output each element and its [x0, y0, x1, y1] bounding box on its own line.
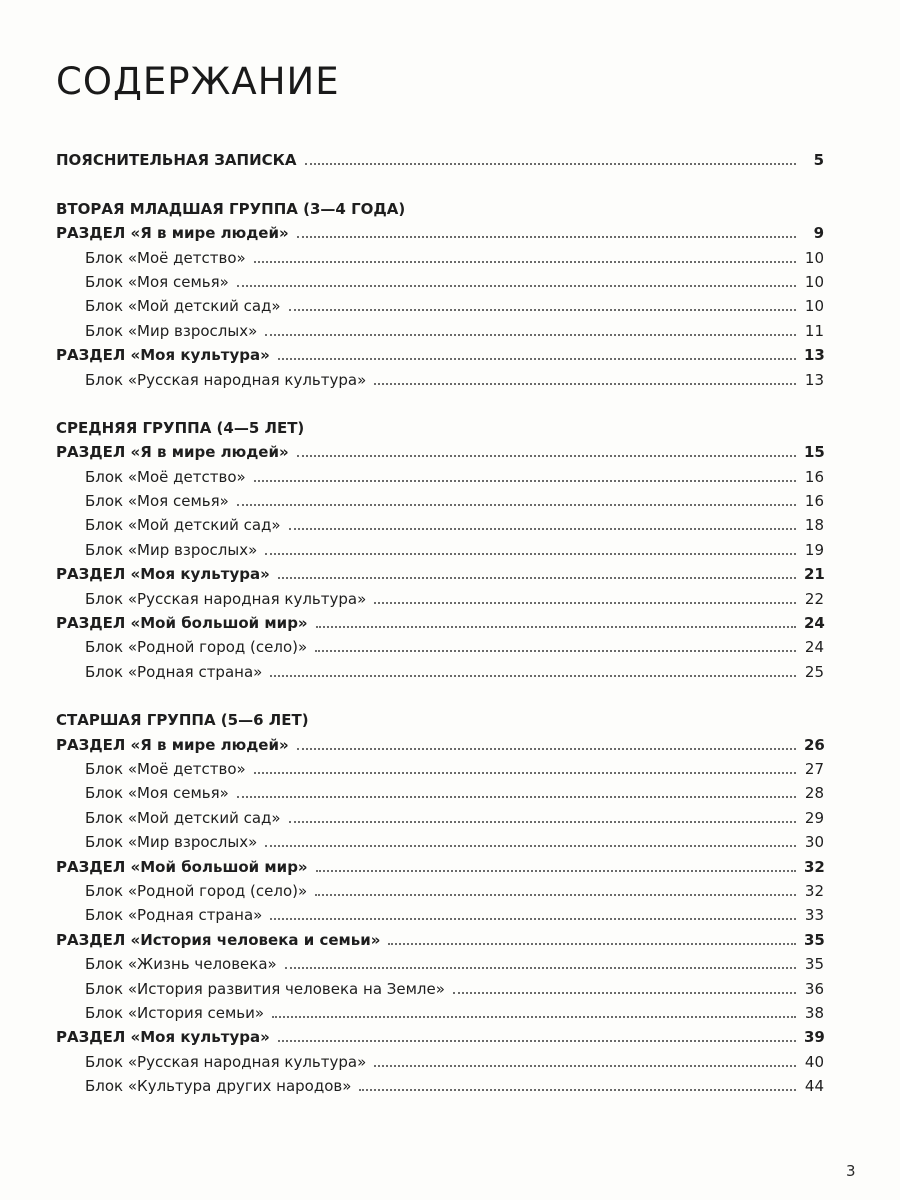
toc-entry-intro[interactable]	[56, 145, 824, 169]
dot-leader	[388, 943, 796, 945]
toc-entry[interactable]	[56, 461, 824, 485]
dot-leader	[305, 163, 796, 165]
group-title-senior: СТАРШАЯ ГРУППА (5—6 ЛЕТ)	[56, 711, 309, 730]
toc-entry[interactable]	[56, 218, 824, 242]
toc-entry-label: РАЗДЕЛ «Моя культура»	[56, 1028, 270, 1047]
dot-leader	[297, 748, 796, 750]
toc-entry-page: 33	[804, 906, 824, 925]
toc-entry[interactable]	[56, 1022, 824, 1046]
toc-entry-page: 29	[804, 808, 824, 827]
toc-entry-label: РАЗДЕЛ «Мой большой мир»	[56, 857, 308, 876]
toc-entry[interactable]	[56, 1046, 824, 1070]
toc-entry-page: 25	[804, 662, 824, 681]
dot-leader	[315, 650, 796, 652]
toc-entry-label: Блок «Родная страна»	[85, 906, 263, 925]
dot-leader	[265, 845, 796, 847]
table-of-contents	[56, 145, 824, 1095]
toc-entry[interactable]	[56, 315, 824, 339]
toc-entry-label: Блок «Моя семья»	[85, 272, 229, 291]
toc-entry-page: 13	[804, 346, 825, 365]
toc-entry-page: 21	[804, 565, 825, 584]
toc-entry-label: РАЗДЕЛ «Я в мире людей»	[56, 443, 289, 462]
toc-entry-label: Блок «Культура других народов»	[85, 1077, 352, 1096]
toc-entry-page: 38	[804, 1003, 824, 1022]
dot-leader	[289, 528, 796, 530]
toc-entry[interactable]	[56, 632, 824, 656]
dot-leader	[278, 358, 796, 360]
dot-leader	[237, 285, 796, 287]
dot-leader	[374, 383, 796, 385]
toc-entry-label: Блок «Моё детство»	[85, 248, 246, 267]
toc-entry-page: 39	[804, 1028, 825, 1047]
toc-entry-page: 36	[804, 979, 824, 998]
toc-entry[interactable]	[56, 924, 824, 948]
toc-entry[interactable]	[56, 608, 824, 632]
toc-entry-page: 18	[804, 516, 824, 535]
toc-entry-page: 5	[813, 151, 824, 170]
dot-leader	[237, 796, 796, 798]
toc-entry-label: Блок «Жизнь человека»	[85, 955, 277, 974]
page-title: СОДЕРЖАНИЕ	[56, 60, 340, 103]
toc-entry[interactable]	[56, 437, 824, 461]
toc-entry[interactable]	[56, 510, 824, 534]
toc-entry-label: Блок «Родной город (село)»	[85, 638, 308, 657]
toc-entry[interactable]	[56, 754, 824, 778]
toc-entry-page: 15	[804, 443, 825, 462]
toc-entry-label: РАЗДЕЛ «Я в мире людей»	[56, 735, 289, 754]
toc-entry[interactable]	[56, 242, 824, 266]
toc-entry-page: 27	[804, 759, 824, 778]
dot-leader	[254, 261, 796, 263]
toc-entry[interactable]	[56, 876, 824, 900]
toc-entry[interactable]	[56, 778, 824, 802]
toc-entry-label: Блок «Моя семья»	[85, 492, 229, 511]
toc-entry-label: РАЗДЕЛ «Моя культура»	[56, 565, 270, 584]
dot-leader	[453, 992, 796, 994]
toc-entry-label: Блок «История семьи»	[85, 1003, 265, 1022]
toc-entry-page: 22	[804, 589, 824, 608]
dot-leader	[254, 480, 796, 482]
dot-leader	[265, 334, 796, 336]
toc-entry[interactable]	[56, 973, 824, 997]
toc-entry-page: 10	[804, 248, 824, 267]
dot-leader	[278, 577, 796, 579]
toc-entry-page: 19	[804, 540, 824, 559]
toc-entry-label: Блок «Родная страна»	[85, 662, 263, 681]
toc-entry-label: Блок «Мир взрослых»	[85, 321, 258, 340]
dot-leader	[278, 1040, 796, 1042]
group-title-middle: СРЕДНЯЯ ГРУППА (4—5 ЛЕТ)	[56, 418, 305, 437]
toc-entry[interactable]	[56, 802, 824, 826]
dot-leader	[289, 821, 796, 823]
dot-leader	[359, 1089, 796, 1091]
toc-entry-page: 11	[804, 321, 824, 340]
dot-leader	[297, 236, 796, 238]
toc-entry-label: Блок «Мир взрослых»	[85, 540, 258, 559]
toc-entry-page: 40	[804, 1052, 824, 1071]
toc-entry-label: Блок «Моя семья»	[85, 784, 229, 803]
toc-entry-label: РАЗДЕЛ «Я в мире людей»	[56, 224, 289, 243]
toc-entry-label: Блок «Родной город (село)»	[85, 881, 308, 900]
toc-entry-page: 24	[804, 638, 824, 657]
dot-leader	[237, 504, 796, 506]
toc-entry[interactable]	[56, 851, 824, 875]
dot-leader	[316, 870, 796, 872]
toc-entry-page: 16	[804, 492, 824, 511]
dot-leader	[270, 675, 796, 677]
toc-entry-page: 35	[804, 955, 824, 974]
dot-leader	[289, 309, 796, 311]
toc-entry-label: Блок «Мой детский сад»	[85, 516, 281, 535]
dot-leader	[374, 602, 796, 604]
toc-entry-page: 10	[804, 297, 824, 316]
toc-entry-page: 9	[813, 224, 824, 243]
toc-entry[interactable]	[56, 291, 824, 315]
toc-entry-label: РАЗДЕЛ «История человека и семьи»	[56, 930, 381, 949]
toc-entry[interactable]	[56, 827, 824, 851]
toc-entry-label: Блок «Русская народная культура»	[85, 589, 367, 608]
toc-entry-label: Блок «Моё детство»	[85, 759, 246, 778]
toc-entry-label: Блок «Мир взрослых»	[85, 833, 258, 852]
toc-entry[interactable]	[56, 656, 824, 680]
toc-entry[interactable]	[56, 583, 824, 607]
toc-entry-label: ПОЯСНИТЕЛЬНАЯ ЗАПИСКА	[56, 151, 297, 170]
toc-entry-page: 44	[804, 1077, 824, 1096]
toc-entry[interactable]	[56, 900, 824, 924]
toc-entry[interactable]	[56, 534, 824, 558]
toc-entry-page: 30	[804, 833, 824, 852]
dot-leader	[374, 1065, 796, 1067]
dot-leader	[316, 626, 796, 628]
toc-entry-page: 24	[804, 614, 825, 633]
dot-leader	[315, 894, 796, 896]
toc-entry[interactable]	[56, 340, 824, 364]
dot-leader	[297, 455, 796, 457]
toc-entry[interactable]	[56, 1071, 824, 1095]
toc-entry-label: РАЗДЕЛ «Моя культура»	[56, 346, 270, 365]
toc-entry-label: Блок «Русская народная культура»	[85, 1052, 367, 1071]
toc-entry-label: Блок «История развития человека на Земле»	[85, 979, 445, 998]
toc-entry-page: 32	[804, 881, 824, 900]
toc-entry-page: 35	[804, 930, 825, 949]
toc-entry-label: РАЗДЕЛ «Мой большой мир»	[56, 614, 308, 633]
toc-entry-page: 13	[804, 370, 824, 389]
page-number: 3	[846, 1162, 856, 1180]
toc-entry-page: 26	[804, 735, 825, 754]
dot-leader	[285, 967, 796, 969]
dot-leader	[270, 918, 796, 920]
toc-entry[interactable]	[56, 267, 824, 291]
toc-entry-page: 16	[804, 467, 824, 486]
dot-leader	[265, 553, 796, 555]
dot-leader	[254, 772, 796, 774]
dot-leader	[272, 1016, 796, 1018]
toc-entry-label: Блок «Мой детский сад»	[85, 808, 281, 827]
toc-entry[interactable]	[56, 998, 824, 1022]
toc-entry[interactable]	[56, 364, 824, 388]
toc-entry[interactable]	[56, 486, 824, 510]
toc-entry-label: Блок «Русская народная культура»	[85, 370, 367, 389]
toc-entry-page: 10	[804, 272, 824, 291]
toc-entry-page: 28	[804, 784, 824, 803]
group-title-junior: ВТОРАЯ МЛАДШАЯ ГРУППА (3—4 ГОДА)	[56, 199, 406, 218]
toc-entry[interactable]	[56, 559, 824, 583]
toc-entry-page: 32	[804, 857, 825, 876]
toc-entry-label: Блок «Моё детство»	[85, 467, 246, 486]
toc-entry[interactable]	[56, 729, 824, 753]
toc-entry-label: Блок «Мой детский сад»	[85, 297, 281, 316]
toc-entry[interactable]	[56, 949, 824, 973]
